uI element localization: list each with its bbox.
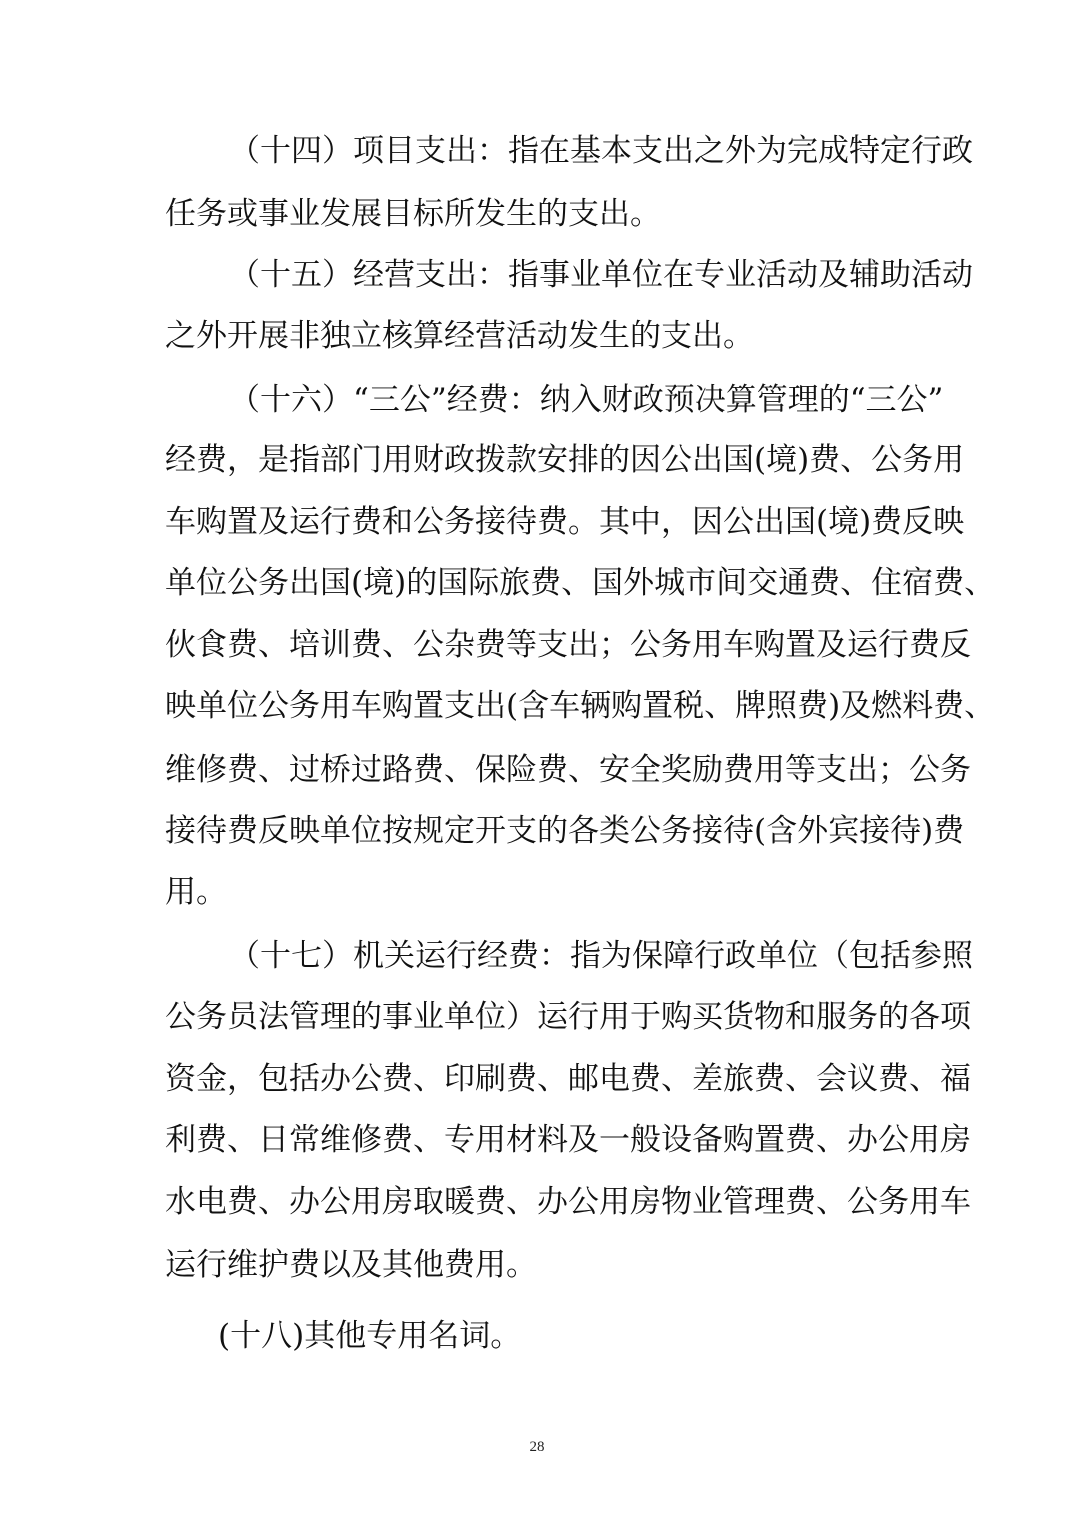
page-number: 28 bbox=[529, 1439, 545, 1455]
paragraph-15-line-1: （十五）经营支出：指事业单位在专业活动及辅助活动 bbox=[229, 257, 973, 293]
paragraph-18-line-1: (十八)其他专用名词。 bbox=[218, 1318, 522, 1354]
paragraph-16-line-2: 经费，是指部门用财政拨款安排的因公出国(境)费、公务用 bbox=[165, 442, 965, 478]
paragraph-16-line-7: 维修费、过桥过路费、保险费、安全奖励费用等支出；公务 bbox=[165, 752, 971, 788]
paragraph-14-line-2: 任务或事业发展目标所发生的支出。 bbox=[165, 196, 661, 232]
paragraph-16-line-3: 车购置及运行费和公务接待费。其中，因公出国(境)费反映 bbox=[165, 504, 965, 540]
paragraph-17-line-3: 资金，包括办公费、印刷费、邮电费、差旅费、会议费、福 bbox=[165, 1061, 971, 1097]
paragraph-17-line-5: 水电费、办公用房取暖费、办公用房物业管理费、公务用车 bbox=[165, 1184, 971, 1220]
paragraph-16-line-4: 单位公务出国(境)的国际旅费、国外城市间交通费、住宿费、 bbox=[165, 565, 996, 601]
paragraph-17-line-2: 公务员法管理的事业单位）运行用于购买货物和服务的各项 bbox=[165, 999, 971, 1035]
paragraph-15-line-2: 之外开展非独立核算经营活动发生的支出。 bbox=[165, 318, 754, 354]
paragraph-16-line-9: 用。 bbox=[165, 874, 227, 910]
paragraph-16-line-5: 伙食费、培训费、公杂费等支出；公务用车购置及运行费反 bbox=[165, 627, 971, 663]
paragraph-16-line-6: 映单位公务用车购置支出(含车辆购置税、牌照费)及燃料费、 bbox=[165, 688, 996, 724]
paragraph-14-line-1: （十四）项目支出：指在基本支出之外为完成特定行政 bbox=[229, 133, 973, 169]
paragraph-16-line-8: 接待费反映单位按规定开支的各类公务接待(含外宾接待)费 bbox=[165, 813, 965, 849]
paragraph-16-line-1: （十六）“三公”经费：纳入财政预决算管理的“三公” bbox=[229, 382, 944, 418]
paragraph-17-line-4: 利费、日常维修费、专用材料及一般设备购置费、办公用房 bbox=[165, 1122, 971, 1158]
paragraph-17-line-6: 运行维护费以及其他费用。 bbox=[165, 1247, 537, 1283]
paragraph-17-line-1: （十七）机关运行经费：指为保障行政单位（包括参照 bbox=[229, 938, 973, 974]
